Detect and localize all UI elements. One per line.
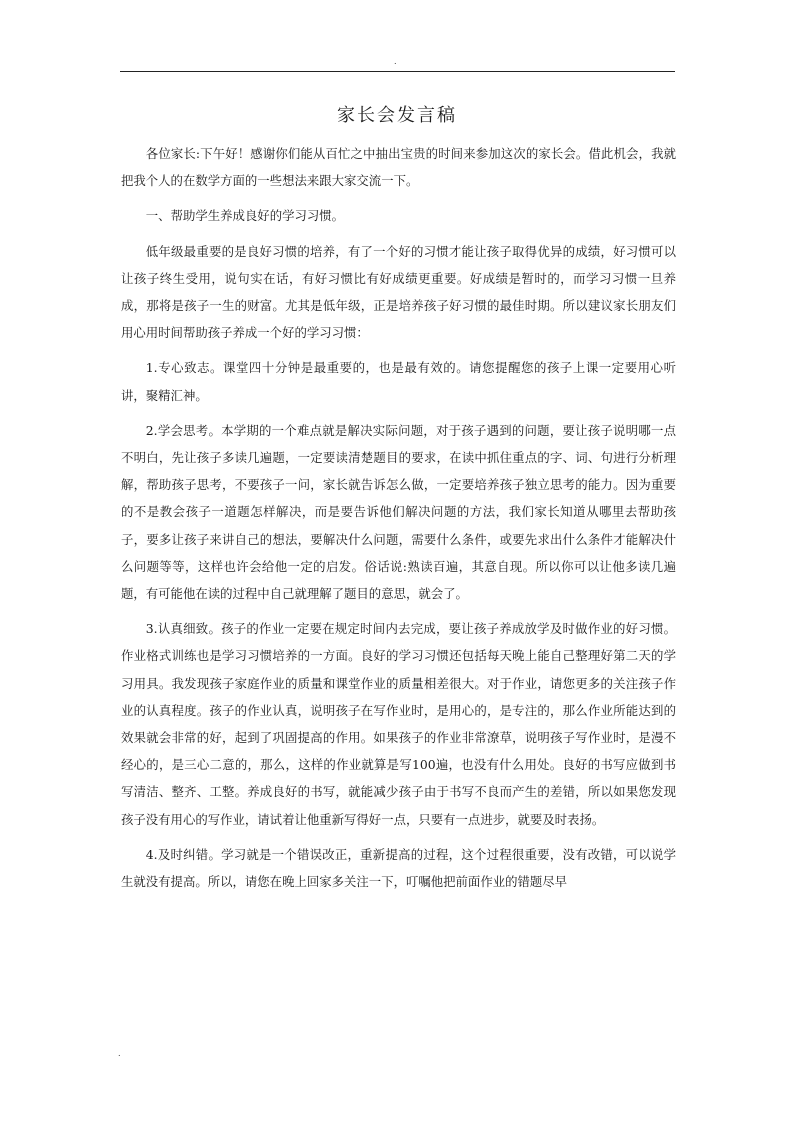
header-dot-mark: . [394,57,397,66]
footer-dot-mark: . [118,1049,121,1058]
paragraph-item-4: 4.及时纠错。学习就是一个错误改正，重新提高的过程，这个过程很重要，没有改错，可以说学生就没有提高。所以，请您在晚上回家多关注一下，叮嘱他把前面作业的错题尽早 [121,846,676,890]
paragraph-item-3: 3.认真细致。孩子的作业一定要在规定时间内去完成，要让孩子养成放学及时做作业的好习惯。作业格式训练也是学习习惯培养的一方面。良好的学习习惯还包括每天晚上能自己整理好第二天的学习用具。我发现孩子家庭作业的质量和课堂作业的质量相差很大。对于作业，请您更多的关注孩子作业的认真程度。孩子的作业认真，说明孩子在写作业时，是用心的，是专注的，那么作业所能达到的效果就会非常的好，起到了巩固提高的作用。如果孩子的作业非常潦草，说明孩子写作业时，是漫不经心的，是三心二意的，那么，这样的作业就算是写100遍，也没有什么用处。良好的书写应做到书写清洁、整齐、工整。养成良好的书写，就能减少孩子由于书写不良而产生的差错，所以如果您发现孩子没有用心的写作业，请试着让他重新写得好一点，只要有一点进步，就要及时表扬。 [121,621,676,827]
paragraph-item-2: 2.学会思考。本学期的一个难点就是解决实际问题，对于孩子遇到的问题，要让孩子说明哪一点不明白，先让孩子多读几遍题，一定要读清楚题目的要求，在读中抓住重点的字、词、句进行分析理解，帮助孩子思考，不要孩子一问，家长就告诉怎么做，一定要培养孩子独立思考的能力。因为重要的不是教会孩子一道题怎样解决，而是要告诉他们解决问题的方法，我们家长知道从哪里去帮助孩子，要多让孩子来讲自己的想法，要解决什么问题，需要什么条件，或要先求出什么条件才能解决什么问题等等，这样也许会给他一定的启发。俗话说:熟读百遍，其意自现。所以你可以让他多读几遍题，有可能他在读的过程中自己就理解了题目的意思，就会了。 [121,422,676,602]
paragraph-greeting: 各位家长:下午好！感谢你们能从百忙之中抽出宝贵的时间来参加这次的家长会。借此机会，我就把我个人的在数学方面的一些想法来跟大家交流一下。 [121,146,676,189]
document-body [121,140,676,903]
document-title: 家长会发言稿 [337,105,457,126]
header-rule [120,71,675,72]
paragraph-item-1: 1.专心致志。课堂四十分钟是最重要的，也是最有效的。请您提醒您的孩子上课一定要用心听讲，聚精汇神。 [121,360,676,403]
section-heading: 一、帮助学生养成良好的学习习惯。 [145,208,345,224]
paragraph-habits-intro: 低年级最重要的是良好习惯的培养，有了一个好的习惯才能让孩子取得优异的成绩，好习惯可以让孩子终生受用，说句实在话，有好习惯比有好成绩更重要。好成绩是暂时的，而学习习惯一旦养成，那将是孩子一生的财富。尤其是低年级，正是培养孩子好习惯的最佳时期。所以建议家长朋友们用心用时间帮助孩子养成一个好的学习习惯： [121,243,676,341]
